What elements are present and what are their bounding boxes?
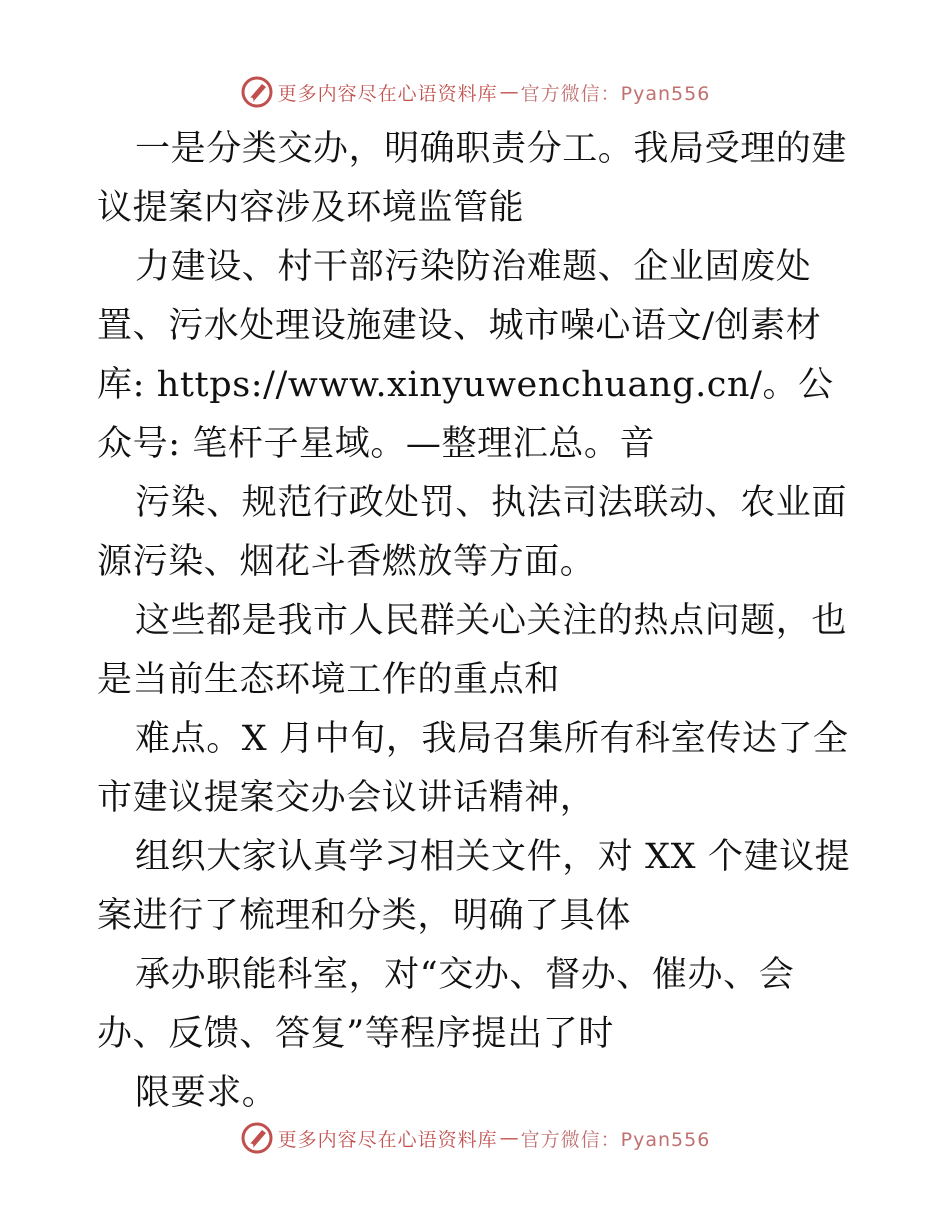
pen-circle-logo [240,1121,274,1155]
banner-dash: — [499,81,519,103]
banner-wechat-text: 官方微信：Pyan556 [520,82,711,105]
paragraph: 难点。X 月中旬，我局召集所有科室传达了全市建议提案交办会议讲话精神， [97,719,849,818]
document-body [97,120,857,1123]
banner-dash: — [499,1127,519,1149]
footer-banner [0,1118,950,1158]
pen-circle-logo [240,75,274,109]
paragraph: 一是分类交办，明确职责分工。我局受理的建议提案内容涉及环境监管能 [97,129,848,228]
banner-wechat-text: 官方微信：Pyan556 [520,1128,711,1151]
header-banner [0,72,950,112]
paragraph: 力建设、村干部污染防治难题、企业固废处置、污水处理设施建设、城市噪心语文/创素材库: https://www.xinyuwenchuang.cn/。公众号: 笔杆子星域。—整理汇总。音 [97,247,834,464]
banner-lead-text: 更多内容尽在心语资料库 [277,82,498,105]
paragraph: 承办职能科室，对“交办、督办、催办、会办、反馈、答复”等程序提出了时 [97,955,795,1054]
paragraph: 限要求。 [135,1073,278,1113]
banner-lead-text: 更多内容尽在心语资料库 [277,1128,498,1151]
paragraph: 污染、规范行政处罚、执法司法联动、农业面源污染、烟花斗香燃放等方面。 [97,483,848,582]
paragraph: 组织大家认真学习相关文件，对 XX 个建议提案进行了梳理和分类，明确了具体 [97,837,851,936]
paragraph: 这些都是我市人民群关心关注的热点问题，也是当前生态环境工作的重点和 [97,601,848,700]
